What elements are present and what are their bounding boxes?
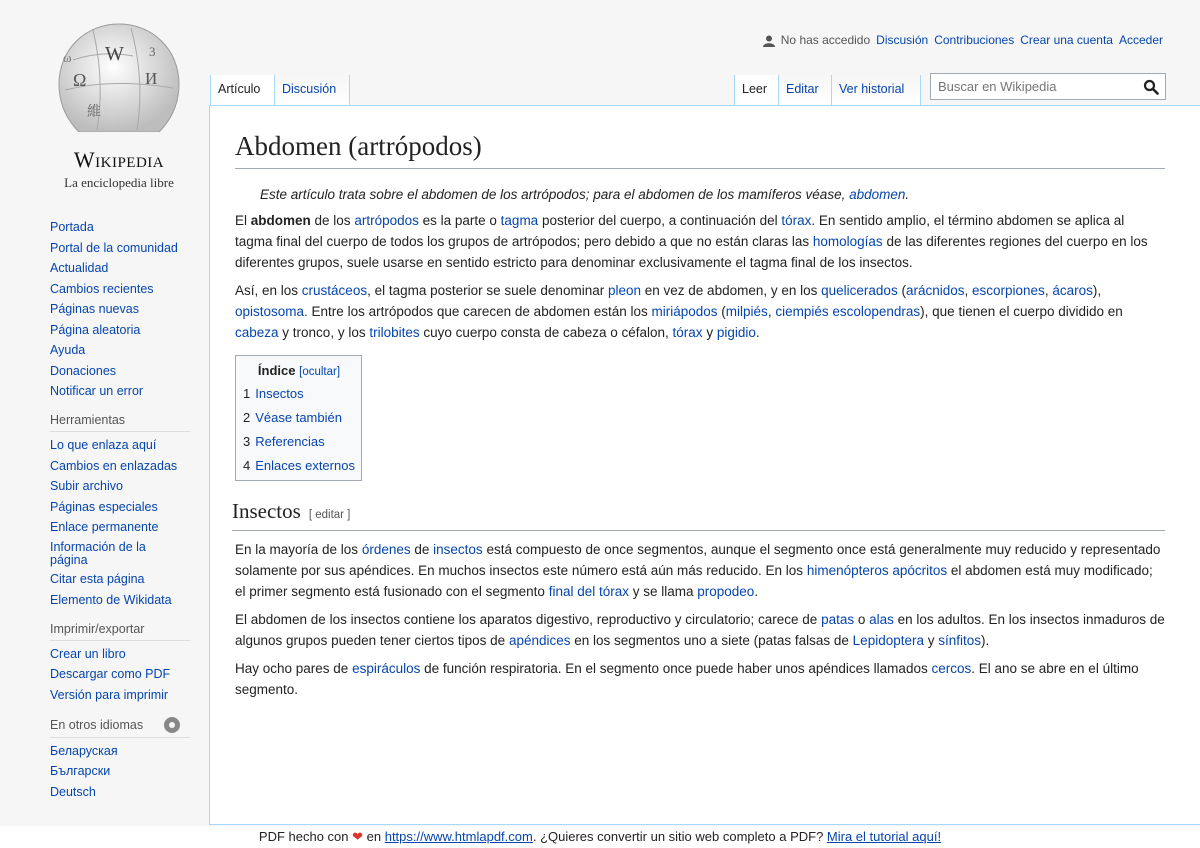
wikipedia-logo[interactable] — [42, 20, 196, 190]
sidebar-item-wikidata[interactable]: Elemento de Wikidata — [50, 592, 172, 607]
toc-toggle-button[interactable]: [ocultar] — [299, 366, 341, 378]
page-title: Abdomen (artrópodos) — [235, 128, 1165, 169]
sidebar-item-enlace-permanente[interactable]: Enlace permanente — [50, 520, 159, 534]
languages-portal — [50, 717, 190, 800]
toc-item[interactable]: 3 Referencias — [243, 434, 325, 449]
sidebar-item-pagina-aleatoria[interactable]: Página aleatoria — [50, 322, 141, 337]
sidebar-item-subir-archivo[interactable]: Subir archivo — [50, 479, 123, 493]
link-homologias[interactable]: homologías — [812, 234, 883, 249]
logo-wordmark: Wikipedia — [73, 147, 165, 172]
link-miriapodos[interactable]: miriápodos — [651, 304, 718, 319]
toc-link-referencias[interactable]: Referencias — [255, 434, 325, 449]
link-cabeza[interactable]: cabeza — [235, 325, 279, 340]
contributions-link[interactable]: Contribuciones — [934, 33, 1015, 47]
sidebar-item-informacion-pagina[interactable]: Información de la página — [50, 539, 146, 567]
link-artropodos[interactable]: artrópodos — [354, 213, 419, 228]
insectos-paragraph-3: Hay ocho pares de espiráculos de función respiratoria. En el segmento once puede haber unos apéndices llamados cercos. El ano se abre en el último segmento. — [235, 661, 1139, 697]
sidebar-item-paginas-nuevas[interactable]: Páginas nuevas — [50, 302, 139, 316]
tab-edit[interactable]: Editar — [778, 75, 831, 105]
link-escorpiones[interactable]: escorpiones — [972, 283, 1045, 298]
svg-text:И: И — [145, 69, 158, 88]
svg-text:3: 3 — [149, 44, 156, 59]
link-acaros[interactable]: ácaros — [1052, 283, 1093, 298]
intro-paragraph-2: Así, en los crustáceos, el tagma posterior se suele denominar pleon en vez de abdomen, y en los quelicerados (arácnidos, escorpiones, ácaros), opistosoma. Entre los artrópodos que carecen de abdomen están los miriápodos (milpiés, ciempiés escolopendras), que tienen el cuerpo dividido en cabeza y tronco, y los trilobites cuyo cuerpo consta de cabeza o céfalon, tórax y pigidio. — [235, 283, 1123, 340]
personal-talk-link[interactable]: Discusión — [876, 33, 929, 47]
pdf-footer-banner: PDF hecho con ❤ en https://www.htmlapdf.com. ¿Quieres convertir un sitio web completo a PDF? Mira el tutorial aquí! — [0, 826, 1200, 848]
tab-talk[interactable]: Discusión — [274, 75, 350, 105]
logo-tagline: La enciclopedia libre — [64, 175, 174, 190]
login-link[interactable]: Acceder — [1118, 33, 1163, 47]
personal-tools — [763, 33, 1163, 47]
link-pleon[interactable]: pleon — [607, 283, 642, 298]
sidebar-item-descargar-pdf[interactable]: Descargar como PDF — [50, 667, 171, 681]
sidebar-item-version-imprimir[interactable]: Versión para imprimir — [50, 687, 169, 702]
svg-text:Ω: Ω — [73, 70, 87, 90]
link-opistosoma[interactable]: opistosoma. — [235, 304, 308, 319]
link-torax-2[interactable]: tórax — [672, 325, 703, 340]
link-apendices[interactable]: apéndices — [508, 633, 571, 648]
link-alas[interactable]: alas — [869, 612, 894, 627]
link-ordenes[interactable]: órdenes — [361, 542, 411, 557]
toc-link-insectos[interactable]: Insectos — [255, 386, 304, 401]
table-of-contents — [235, 355, 362, 481]
sidebar-item-donaciones[interactable]: Donaciones — [50, 363, 117, 378]
article-content — [209, 105, 1200, 825]
toc-item[interactable]: 2 Véase también — [243, 410, 342, 425]
toc-item[interactable]: 1 Insectos — [243, 386, 304, 401]
navigation-portal — [50, 220, 190, 399]
toc-link-enlaces-externos[interactable]: Enlaces externos — [255, 458, 355, 473]
link-lepidoptera[interactable]: Lepidoptera — [852, 633, 924, 648]
tutorial-link[interactable]: Mira el tutorial aquí! — [826, 829, 942, 844]
link-patas[interactable]: patas — [821, 612, 855, 627]
insectos-paragraph-2: El abdomen de los insectos contiene los aparatos digestivo, reproductivo y circulatorio; carece de patas o alas en los adultos. En los insectos inmaduros de algunos grupos pueden tener ciertos tipos de apéndices en los segmentos uno a siete (patas falsas de Lepidoptera y sínfitos). — [235, 612, 1165, 648]
link-crustaceos[interactable]: crustáceos — [301, 283, 368, 298]
user-icon — [763, 35, 775, 47]
link-insectos[interactable]: insectos — [433, 542, 483, 557]
toc-link-vease-tambien[interactable]: Véase también — [255, 410, 342, 425]
insectos-paragraph-1: En la mayoría de los órdenes de insectos está compuesto de once segmentos, aunque el segmento once está generalmente muy reducido y representado solamente por sus apéndices. En muchos insectos este número está aún más reducido. En los himenópteros apócritos el abdomen está muy modificado; el primer segmento está fusionado con el segmento final del tórax y se llama propodeo. — [235, 542, 1161, 599]
svg-text:維: 維 — [87, 104, 101, 120]
toc-item[interactable]: 4 Enlaces externos — [243, 458, 355, 473]
sidebar-item-portal-comunidad[interactable]: Portal de la comunidad — [50, 240, 178, 255]
link-milpies[interactable]: milpiés — [725, 304, 768, 319]
sidebar-item-actualidad[interactable]: Actualidad — [50, 261, 109, 275]
link-propodeo[interactable]: propodeo — [697, 584, 755, 599]
link-pigidio[interactable]: pigidio — [716, 325, 756, 340]
print-portal — [50, 622, 190, 703]
sidebar-item-notificar-error[interactable]: Notificar un error — [50, 384, 144, 398]
svg-text:W: W — [105, 43, 124, 65]
link-cercos[interactable]: cercos — [931, 661, 972, 676]
link-ciempies[interactable]: ciempiés escolopendras — [775, 304, 921, 319]
wikipedia-globe-icon — [53, 20, 185, 132]
hatnote-link-abdomen[interactable]: abdomen — [849, 187, 906, 202]
search-box — [930, 73, 1166, 100]
sidebar-item-portada[interactable]: Portada — [50, 220, 94, 234]
sidebar-item-ayuda[interactable]: Ayuda — [50, 343, 86, 357]
gear-icon[interactable] — [164, 717, 180, 733]
link-tagma[interactable]: tagma — [500, 213, 539, 228]
language-link-bulgarian[interactable]: Български — [50, 764, 111, 778]
search-input[interactable] — [931, 79, 1145, 94]
tools-heading: Herramientas — [50, 413, 190, 432]
link-final-del-torax[interactable]: final del tórax — [548, 584, 629, 599]
sidebar-item-lo-que-enlaza[interactable]: Lo que enlaza aquí — [50, 438, 157, 452]
print-heading: Imprimir/exportar — [50, 622, 190, 641]
tab-article[interactable]: Artículo — [210, 75, 274, 105]
svg-text:ω: ω — [63, 50, 72, 65]
sidebar-item-paginas-especiales[interactable]: Páginas especiales — [50, 499, 158, 514]
search-icon[interactable] — [1143, 79, 1159, 95]
anonymous-status: No has accedido — [763, 33, 870, 47]
sidebar-item-crear-libro[interactable]: Crear un libro — [50, 646, 126, 661]
tab-read[interactable]: Leer — [734, 75, 778, 105]
languages-heading: En otros idiomas — [50, 717, 190, 738]
language-link-belarusian[interactable]: Беларуская — [50, 743, 118, 758]
edit-section-link[interactable]: [ editar ] — [308, 509, 351, 521]
link-quelicerados[interactable]: quelicerados — [821, 283, 898, 298]
tab-history[interactable]: Ver historial — [831, 75, 921, 105]
section-heading-insectos: Insectos [ editar ] — [232, 498, 1165, 531]
link-trilobites[interactable]: trilobites — [369, 325, 420, 340]
heart-icon: ❤ — [352, 829, 364, 844]
sidebar-item-citar-pagina[interactable]: Citar esta página — [50, 572, 145, 586]
link-himenopteros-apocritos[interactable]: himenópteros apócritos — [806, 563, 948, 578]
link-aracnidos[interactable]: arácnidos — [905, 283, 965, 298]
link-sinfitos[interactable]: sínfitos — [938, 633, 982, 648]
intro-paragraph-1: El abdomen de los artrópodos es la parte o tagma posterior del cuerpo, a continuación del tórax. En sentido amplio, el término abdomen se aplica al tagma final del cuerpo de todos los grupos de artrópodos; pero debido a que no están claras las homologías de las diferentes regiones del cuerpo en los diferentes grupos, suele usarse en sentido estricto para denominar exclusivamente el tagma final de los insectos. — [235, 213, 1148, 270]
tools-portal — [50, 413, 190, 608]
sidebar-item-cambios-enlazadas[interactable]: Cambios en enlazadas — [50, 458, 178, 473]
htmlapdf-link[interactable]: https://www.htmlapdf.com — [384, 829, 533, 844]
language-link-german[interactable]: Deutsch — [50, 784, 96, 799]
toc-title: Índice [ocultar] — [257, 363, 341, 378]
sidebar-item-cambios-recientes[interactable]: Cambios recientes — [50, 281, 154, 296]
link-espiraculos[interactable]: espiráculos — [352, 661, 421, 676]
sidebar — [50, 220, 190, 814]
link-torax[interactable]: tórax — [781, 213, 812, 228]
hatnote: Este artículo trata sobre el abdomen de los artrópodos; para el abdomen de los mamíferos véase, abdomen. — [260, 187, 910, 202]
create-account-link[interactable]: Crear una cuenta — [1020, 33, 1113, 47]
